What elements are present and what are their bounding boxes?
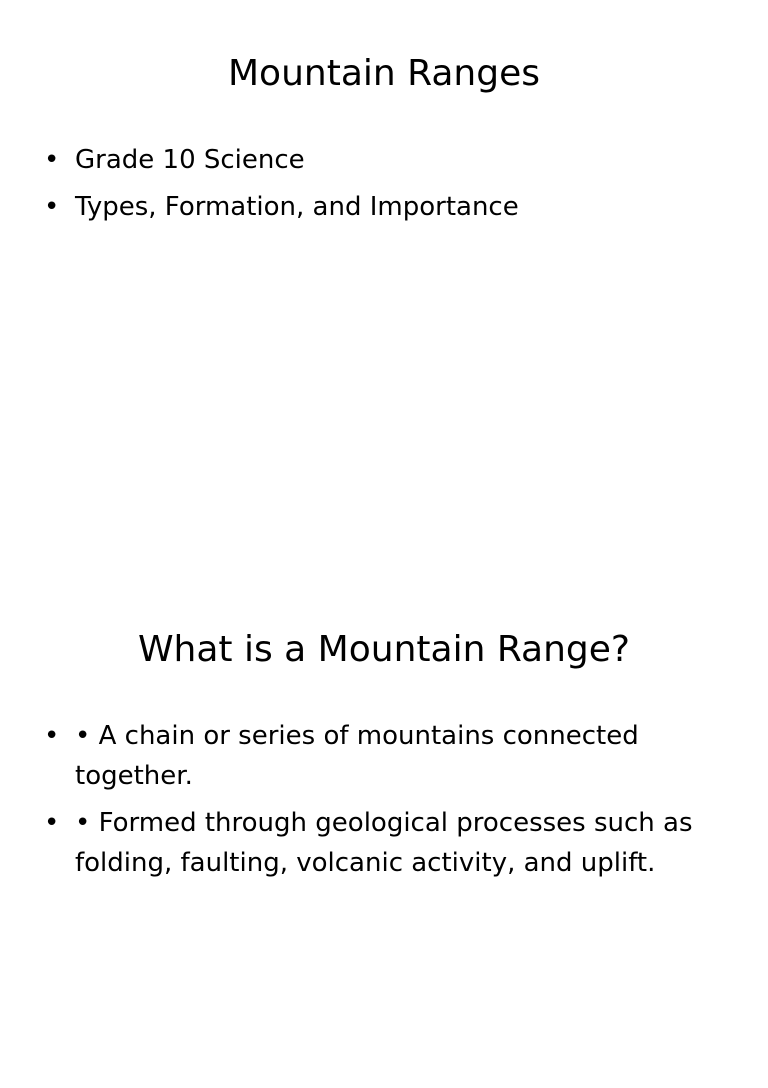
bullet-marker: • xyxy=(44,721,60,751)
bullet-marker: • xyxy=(44,808,60,838)
bullet-item xyxy=(44,140,728,180)
bullet-item xyxy=(44,187,728,227)
slide-title: Mountain Ranges xyxy=(227,53,540,94)
bullet-list xyxy=(44,716,728,890)
bullet-text: Types, Formation, and Importance xyxy=(75,192,519,222)
slide-1 xyxy=(0,0,768,512)
slide-title: What is a Mountain Range? xyxy=(137,629,631,670)
bullet-list xyxy=(44,140,728,234)
bullet-text: • A chain or series of mountains connected together. xyxy=(75,721,639,791)
bullet-marker: • xyxy=(44,145,60,175)
bullet-marker: • xyxy=(44,192,60,222)
slide-2 xyxy=(0,576,768,1088)
bullet-text: • Formed through geological processes such as folding, faulting, volcanic activity, and uplift. xyxy=(75,808,693,878)
bullet-text: Grade 10 Science xyxy=(75,145,305,175)
bullet-item xyxy=(44,716,728,796)
bullet-item xyxy=(44,803,728,883)
